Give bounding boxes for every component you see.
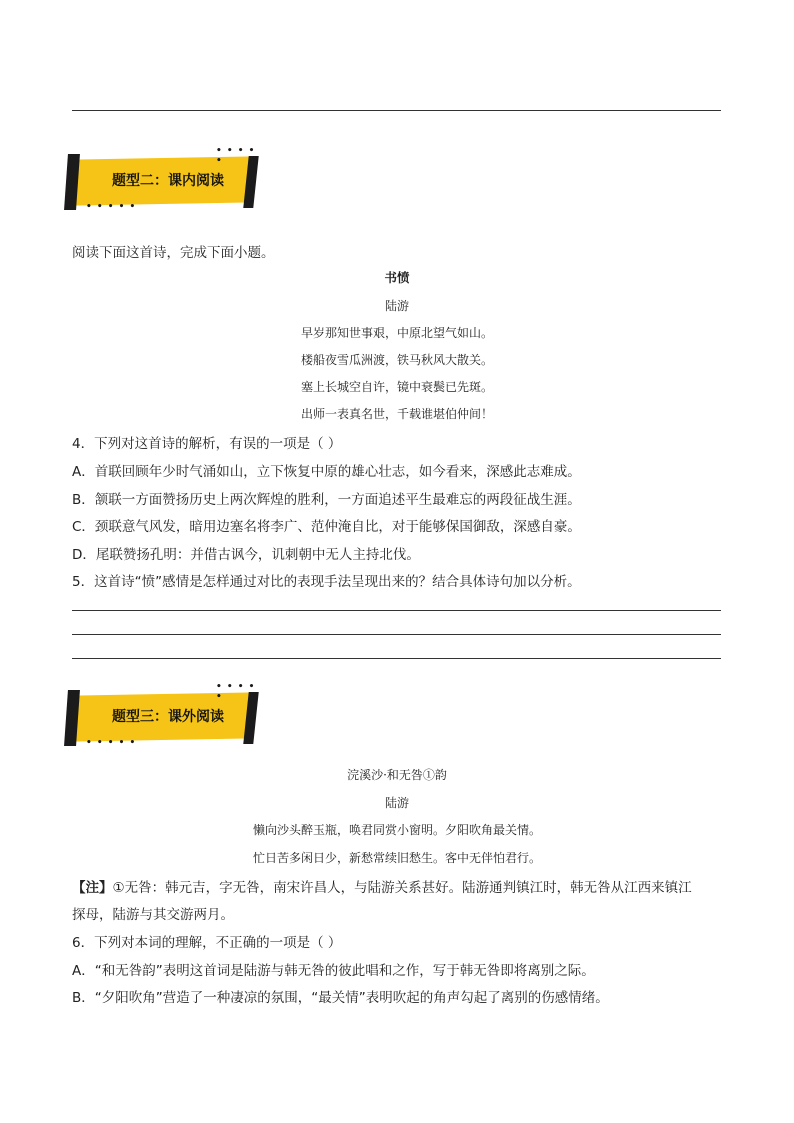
poem-line: 早岁那知世事艰，中原北望气如山。 [300, 326, 493, 340]
question-4-option-d: D．尾联赞扬孔明：并借古讽今，讥刺朝中无人主持北伐。 [72, 547, 420, 563]
answer-line [72, 658, 721, 659]
question-6-option-a: A．“和无咎韵”表明这首词是陆游与韩无咎的彼此唱和之作，写于韩无咎即将离别之际。 [72, 963, 595, 979]
top-rule [72, 110, 721, 111]
poem-title: 浣溪沙·和无咎①韵 [347, 768, 447, 782]
question-4-option-a: A．首联回顾年少时气涌如山，立下恢复中原的雄心壮志，如今看来，深感此志难成。 [72, 464, 581, 480]
note-text: ①无咎：韩元吉，字无咎，南宋许昌人，与陆游关系甚好。陆游通判镇江时，韩无咎从江西来镇江 [112, 880, 692, 896]
banner-label: 题型三：课外阅读 [112, 709, 224, 725]
poem-title: 书愤 [384, 270, 410, 285]
question-6-option-b: B．“夕阳吹角”营造了一种凄凉的氛围，“最关情”表明吹起的角声勾起了离别的伤感情绪。 [72, 990, 609, 1006]
poem-line: 出师一表真名世，千载谁堪伯仲间！ [300, 407, 493, 421]
poem-line: 塞上长城空自许，镜中衰鬓已先斑。 [300, 380, 493, 394]
banner-dots-top: • • • • • [216, 682, 256, 702]
question-4-option-c: C．颈联意气风发，暗用边塞名将李广、范仲淹自比，对于能够保国御敌，深感自豪。 [72, 519, 581, 535]
banner-dots-top: • • • • • [216, 146, 256, 166]
banner-label: 题型二：课内阅读 [112, 173, 224, 189]
poem-line: 懒向沙头醉玉瓶，唤君同赏小窗明。夕阳吹角最关情。 [252, 823, 541, 837]
note-head: 【注】 [72, 880, 113, 896]
section-banner-3 [66, 682, 258, 748]
note-line-1 [72, 876, 692, 896]
poem-author: 陆游 [384, 796, 409, 810]
section-banner-2 [66, 146, 258, 212]
question-5-stem: 5．这首诗“愤”感情是怎样通过对比的表现手法呈现出来的？结合具体诗句加以分析。 [72, 574, 581, 590]
poem-author: 陆游 [384, 299, 409, 313]
question-6-stem: 6．下列对本词的理解，不正确的一项是（ ） [72, 935, 342, 951]
question-4-stem: 4．下列对这首诗的解析，有误的一项是（ ） [72, 436, 342, 452]
answer-line [72, 634, 721, 635]
banner-dots-bottom: • • • • • [86, 738, 137, 748]
poem-line: 楼船夜雪瓜洲渡，铁马秋风大散关。 [300, 353, 493, 367]
banner-dots-bottom: • • • • • [86, 202, 137, 212]
instruction: 阅读下面这首诗，完成下面小题。 [72, 245, 275, 261]
question-4-option-b: B．颔联一方面赞扬历史上两次辉煌的胜利，一方面追述平生最难忘的两段征战生涯。 [72, 492, 581, 508]
note-line-2: 探母，陆游与其交游两月。 [72, 907, 234, 923]
answer-line [72, 610, 721, 611]
poem-line: 忙日苦多闲日少，新愁常续旧愁生。客中无伴怕君行。 [252, 851, 541, 865]
